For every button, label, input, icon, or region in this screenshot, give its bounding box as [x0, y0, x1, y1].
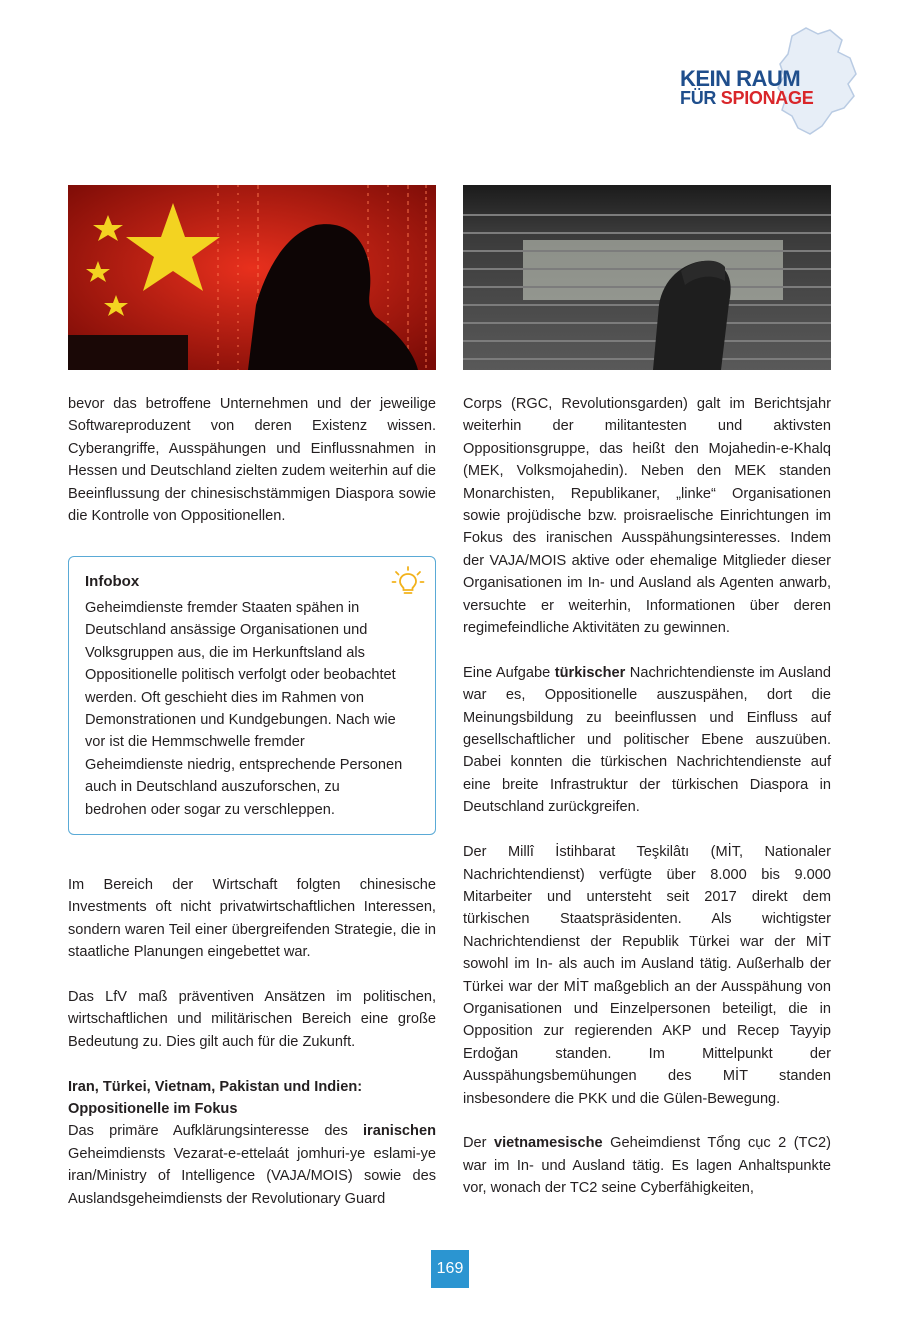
infobox-text: Geheimdienste fremder Staaten spähen in Deutschland ansässige Organisationen und Volksgruppen aus, die im Herkunftsland als Oppositionelle politisch verfolgt oder beobachtet werden. Oft geschieht dies im Rahmen von Demonstrationen und Kundgebungen. Nach wie vor ist die Hemmschwelle fremder Geheimdienste niedrig, entsprechende Personen auch in Deutschland auszuforschen, zu bedrohen oder sogar zu verschleppen.	[85, 600, 403, 818]
paragraph-turkey: Eine Aufgabe türkischer Nachrichtendienste im Ausland war es, Oppositionelle auszuspähen, dort die Meinungsbildung zu beeinflussen und Einfluss auf gesellschaftlicher und politischer Ebene auszuüben. Dabei konnten die türkischen Nachrichtendienste auf eine breite Infrastruktur der türkischen Diaspora in Deutschland zurückgreifen.	[463, 664, 831, 816]
infobox-title: Infobox	[85, 573, 140, 590]
paragraph-mit: Der Millî İstihbarat Teşkilâtı (MİT, Nationaler Nachrichtendienst) verfügte über 8.000 bis 9.000 Mitarbeiter und untersteht seit 2017 direkt dem türkischen Staatspräsidenten. Als wichtigster Nachrichtendienst der Republik Türkei war der MİT sowohl im In- als auch im Ausland tätig. Außerhalb der Türkei war der MİT maßgeblich an der Ausspähung von Organisationen und Einzelpersonen beteiligt, die in Opposition zur regierenden AKP und Recep Tayyip Erdoğan standen. Im Mittelpunkt der Ausspähungsbemühungen des MİT standen insbesondere die PKK und die Gülen-Bewegung.	[463, 844, 831, 1107]
page-number: 169	[431, 1250, 469, 1288]
left-column-top	[68, 393, 436, 527]
paragraph-intro: bevor das betroffene Unternehmen und der jeweilige Softwareproduzent von deren Existenz wissen. Cyberangriffe, Ausspähungen und Einflussnahmen in Hessen und Deutschland zielten zudem weiterhin auf die Beeinflussung der chinesischstämmigen Diaspora sowie die Kontrolle von Oppositionellen.	[68, 396, 436, 525]
right-column	[463, 393, 831, 1200]
left-column-bottom	[68, 874, 436, 1210]
logo-line-1: KEIN RAUM	[680, 66, 801, 91]
infobox	[68, 556, 436, 835]
logo	[672, 22, 868, 142]
lightbulb-icon	[391, 565, 425, 599]
photo-hacker-china-flag	[68, 185, 436, 370]
section-heading: Iran, Türkei, Vietnam, Pakistan und Indien: Oppositionelle im Fokus	[68, 1078, 363, 1118]
logo-line-2: FÜR SPIONAGE	[680, 88, 814, 108]
paragraph-iran: Das primäre Aufklärungsinteresse des iranischen Geheimdiensts Vezarat-e-ettelaát jomhuri-ye eslami-ye iran/Ministry of Intelligence (VAJA/MOIS) sowie des Auslandsgeheimdiensts der Revolutionary Guard	[68, 1123, 436, 1207]
paragraph-vietnam: Der vietnamesische Geheimdienst Tổng cục 2 (TC2) war im In- und Ausland tätig. Es lagen Anhaltspunkte vor, wonach der TC2 seine Cyberfähigkeiten,	[463, 1135, 831, 1197]
paragraph-iran-continued: Corps (RGC, Revolutionsgarden) galt im Berichtsjahr weiterhin der militantesten und aktivsten Oppositionsgruppe, das heißt den Mojahedin-e-Khalq (MEK, Volksmojahedin). Neben den MEK standen Monarchisten, Republikaner, „linke“ Organisationen sowie projüdische bzw. proisraelische Einrichtungen im Fokus des iranischen Ausspähungsinteresses. Indem der VAJA/MOIS aktive oder ehemalige Mitglieder dieser Organisationen im In- und Ausland als Agenten anwarb, versuchte er weiterhin, Informationen über deren regimefeindliche Aktivitäten zu gewinnen.	[463, 396, 831, 637]
paragraph-economy: Im Bereich der Wirtschaft folgten chinesische Investments oft nicht privatwirtschaftlichen Interessen, sondern waren Teil einer übergreifenden Strategie, die in staatliche Planungen eingebettet war.	[68, 877, 436, 961]
photo-hand-window-blinds	[463, 185, 831, 370]
paragraph-lfv: Das LfV maß präventiven Ansätzen im politischen, wirtschaftlichen und militärischen Bereich eine große Bedeutung zu. Dies gilt auch für die Zukunft.	[68, 989, 436, 1050]
